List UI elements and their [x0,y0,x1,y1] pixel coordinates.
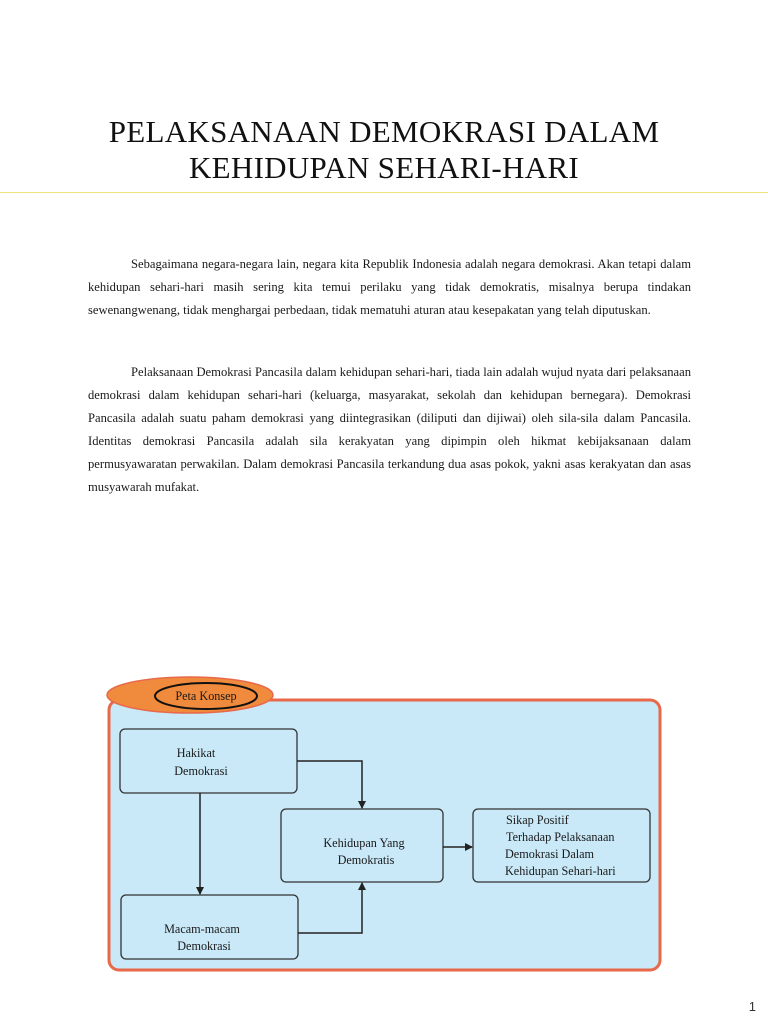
node-sikap-line-3: Demokrasi Dalam [505,847,595,861]
node-kehidupan-line-1: Kehidupan Yang [323,836,405,850]
node-macam-demokrasi [121,895,298,959]
node-macam-line-2: Demokrasi [177,939,231,953]
node-hakikat-demokrasi [120,729,297,793]
node-macam-line-1: Macam-macam [164,922,240,936]
node-hakikat-line-2: Demokrasi [174,764,228,778]
paragraph-2-text: Pelaksanaan Demokrasi Pancasila dalam kehidupan sehari-hari, tiada lain adalah wujud nyata dari pelaksanaan demokrasi dalam kehidupan sehari-hari (keluarga, masyarakat, sekolah dan kehidupan bernegara). Demokrasi Pancasila adalah suatu paham demokrasi yang diintegrasikan (diliputi dan dijiwai) oleh sila-sila dalam Pancasila. Identitas demokrasi Pancasila adalah sila kerakyatan yang dipimpin oleh hikmat kebijaksanaan dalam permusyawaratan perwakilan. Dalam demokrasi Pancasila terkandung dua asas pokok, yakni asas kerakyatan dan asas musyawarah mufakat. [88,365,691,494]
node-sikap-line-2: Terhadap Pelaksanaan [506,830,615,844]
node-sikap-line-1: Sikap Positif [506,813,569,827]
paragraph-1-text: Sebagaimana negara-negara lain, negara kita Republik Indonesia adalah negara demokrasi. Akan tetapi dalam kehidupan sehari-hari masih sering kita temui perilaku yang tidak demokratis, misalnya berupa tindakan sewenangwenang, tidak menghargai perbedaan, tidak mematuhi aturan atau kesepakatan yang telah diputuskan. [88,257,691,317]
node-kehidupan-demokratis [281,809,443,882]
node-sikap-positif [473,809,650,882]
concept-map-tab-label: Peta Konsep [175,689,237,703]
node-sikap-line-4: Kehidupan Sehari-hari [505,864,616,878]
title-line-2: KEHIDUPAN SEHARI-HARI [188,150,580,185]
title-line-1: PELAKSANAAN DEMOKRASI DALAM [108,114,660,149]
page-number: 1 [748,999,756,1014]
node-hakikat-line-1: Hakikat [176,746,216,760]
node-kehidupan-line-2: Demokratis [337,853,395,867]
